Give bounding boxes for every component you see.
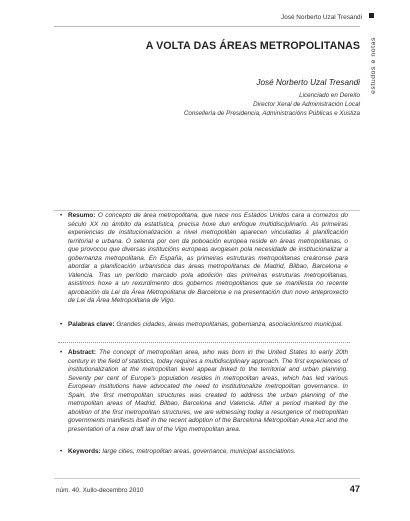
keywords-text: large cities, metropolitan areas, governance, municipal associations. bbox=[102, 448, 296, 455]
section-side-tab: estudos e notas bbox=[370, 37, 377, 94]
abstract-box-top-rule bbox=[54, 210, 360, 211]
abstract-text: The concept of metropolitan area, who was born in the United States to early 20th century in the field of statistics, today requires a multidisciplinary approach. The first experiences of institutionalization at the metropolitan level appear linked to the territorial and urban planning. Seventy per cent of Europe's population resides in metropolitan areas, which has led various European institutions have advocated the need to institutionalize metropolitan governance. In Spain, the first metropolitan structures was created to address the urban planning of the metropolitan areas of Madrid, Bilbao, Barcelona and Valencia. After a period marked by the abolition of the first metropolitan structures, we are witnessing today a resurgence of metropolitan governments manifests itself in the recent adoption of the Barcelona Metropolitan Area Act and the presentation of a new draft law of the Vigo metropolitan area. bbox=[68, 349, 349, 433]
abstract-paragraph bbox=[60, 349, 349, 434]
bullet-icon: • bbox=[60, 212, 63, 219]
section-divider bbox=[58, 342, 350, 343]
author-affiliation: Licenciado en Dereito bbox=[299, 92, 360, 99]
author-affiliation: Consellería de Presidencia, Administracións Públicas e Xustiza bbox=[183, 110, 360, 117]
bullet-icon: • bbox=[60, 349, 63, 356]
running-head: José Norberto Uzal Tresandi bbox=[281, 14, 362, 21]
palabras-clave-label: Palabras clave: bbox=[68, 321, 115, 328]
author-affiliation: Director Xeral de Administración Local bbox=[253, 101, 360, 108]
section-marker bbox=[369, 13, 374, 18]
header-rule bbox=[54, 26, 360, 27]
keywords-paragraph bbox=[60, 448, 348, 457]
author-name: José Norberto Uzal Tresandi bbox=[256, 78, 360, 87]
resumo-text: O concepto de área metropolitana, que nace nos Estados Unidos cara a comezos do século XX no ámbito da estatística, precisa hoxe dun enfoque multidisciplinario. As primeiras experiencias de institucionalización a nivel metropolitán aparecen vinculadas á planificación territorial e urbana. O setenta por cen da poboación europea reside en áreas metropolitanas, o que provocou que diversas institucións europeas avogasen pola necesidade de institucionalizar a gobernanza metropolitana. En España, as primeiras estruturas metropolitanas creáronse para abordar a planificación urbanística das áreas metropolitanas de Madrid, Bilbao, Barcelona e Valencia. Tras un período marcado pola abolición das primeiras estruturas metropolitanas, asistimos hoxe a un rexurdimento dos gobernos metropolitanos que se manifesta no recente aprobación da Lei da Área Metropolitana de Barcelona e na presentación dun novo anteproxecto de Lei da Área Metropolitana de Vigo. bbox=[68, 212, 348, 305]
abstract-label: Abstract: bbox=[68, 349, 97, 356]
resumo-paragraph bbox=[60, 212, 348, 306]
resumo-label: Resumo: bbox=[68, 212, 96, 219]
bullet-icon: • bbox=[60, 321, 63, 328]
keywords-label: Keywords: bbox=[68, 448, 101, 455]
issue-info: núm. 40. Xullo-decembro 2010 bbox=[56, 487, 144, 494]
palabras-clave-text: Grandes cidades, áreas metropolitanas, gobernanza, asociacionismo municipal. bbox=[116, 321, 343, 328]
page-number: 47 bbox=[349, 484, 360, 494]
article-title: A VOLTA DAS ÁREAS METROPOLITANAS bbox=[145, 40, 360, 52]
bullet-icon: • bbox=[60, 448, 63, 455]
footer-rule bbox=[54, 478, 360, 479]
palabras-clave-paragraph bbox=[60, 321, 348, 330]
